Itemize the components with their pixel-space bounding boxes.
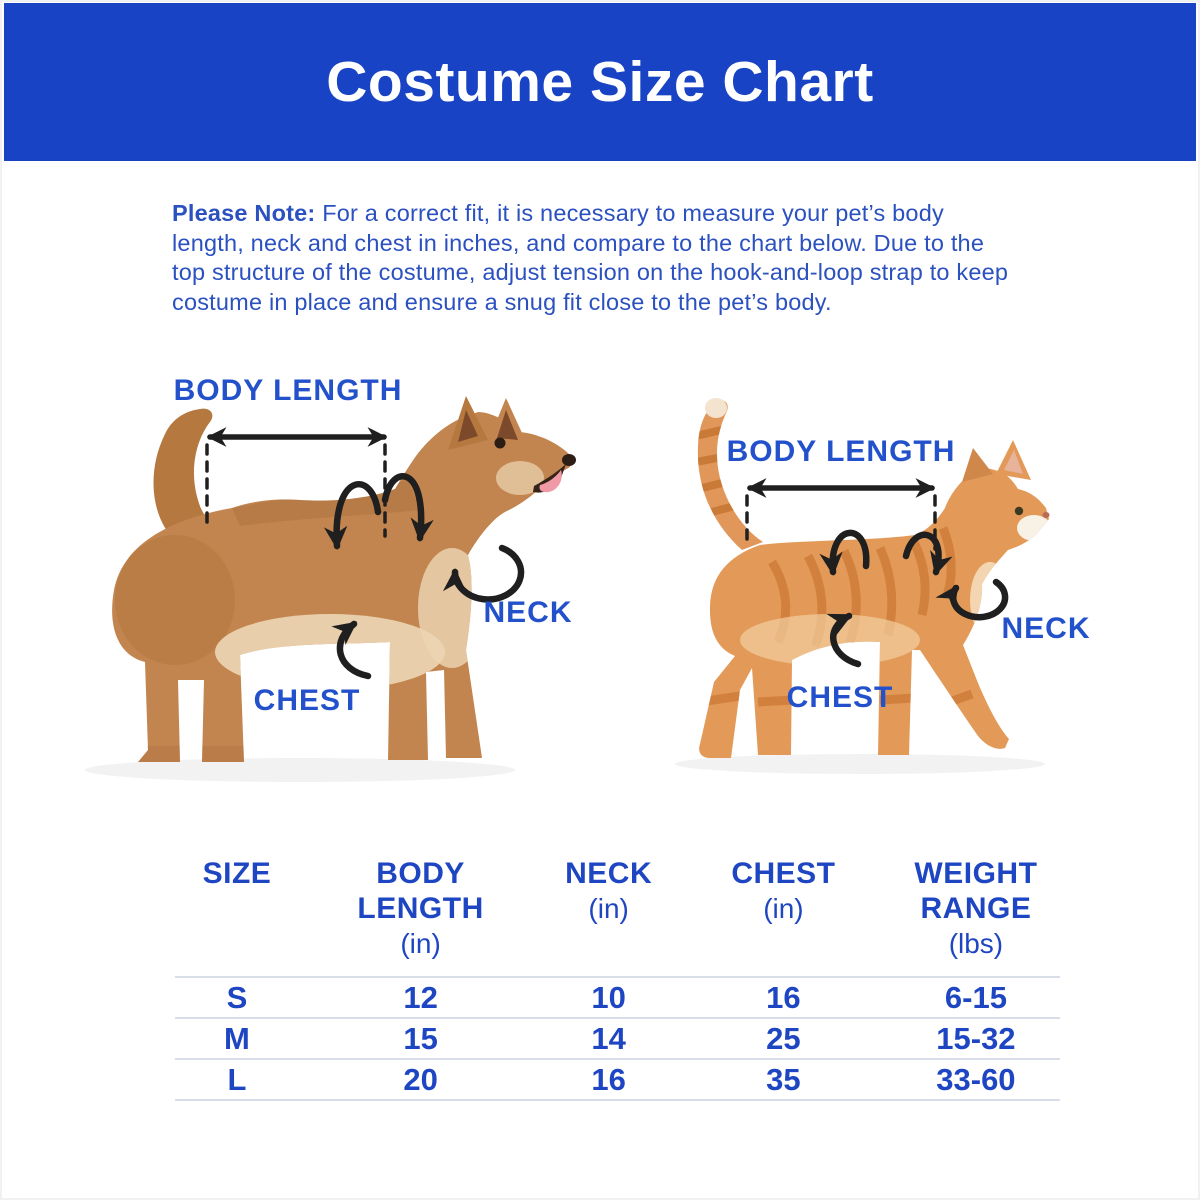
page-title: Costume Size Chart	[326, 50, 874, 114]
col-header-size: SIZE	[202, 857, 272, 890]
chest-cell: 16	[675, 977, 892, 1018]
size-cell: L	[175, 1059, 299, 1100]
table-row-s	[175, 977, 1060, 1018]
col-header-body-length: BODY LENGTH (in)	[357, 857, 484, 959]
weight-range-cell: 6-15	[892, 977, 1060, 1018]
table-row-m	[175, 1018, 1060, 1059]
dog-nose	[562, 454, 576, 466]
note-paragraph	[172, 199, 1020, 317]
chest-cell: 35	[675, 1059, 892, 1100]
col-header-weight-range: WEIGHT RANGE (lbs)	[914, 857, 1038, 959]
size-cell: M	[175, 1018, 299, 1059]
cat-tail	[698, 400, 763, 550]
dog-neck-label: NECK	[483, 596, 573, 629]
size-table	[175, 845, 1060, 1101]
measurement-diagram	[0, 350, 1200, 810]
cat-neck-label: NECK	[1001, 612, 1091, 645]
neck-cell: 14	[542, 1018, 675, 1059]
neck-cell: 16	[542, 1059, 675, 1100]
cat-tail-tip	[705, 398, 727, 418]
weight-range-cell: 33-60	[892, 1059, 1060, 1100]
cat-eye	[1015, 507, 1023, 515]
table-row-l	[175, 1059, 1060, 1100]
cat-nose	[1043, 512, 1050, 518]
header-banner	[4, 3, 1196, 161]
cat-chest-label: CHEST	[786, 681, 894, 714]
chest-cell: 25	[675, 1018, 892, 1059]
note-label: Please Note:	[172, 200, 316, 226]
note-text: For a correct fit, it is necessary to measure your pet’s body length, neck and chest in inches, and compare to the chart below. Due to the top structure of the costume, adjust tension on the hook-and-loop strap to keep costume in place and ensure a snug fit close to the pet’s body.	[172, 200, 1009, 315]
neck-cell: 10	[542, 977, 675, 1018]
pets-illustration	[0, 350, 1200, 810]
size-cell: S	[175, 977, 299, 1018]
dog-body-length-label: BODY LENGTH	[173, 374, 403, 407]
cat-body-length-label: BODY LENGTH	[726, 435, 956, 468]
dog-eye	[495, 438, 506, 449]
weight-range-cell: 15-32	[892, 1018, 1060, 1059]
body-length-cell: 20	[299, 1059, 542, 1100]
col-header-chest: CHEST (in)	[731, 857, 836, 924]
dog-chest-label: CHEST	[253, 684, 361, 717]
header-row	[175, 845, 1060, 977]
body-length-cell: 15	[299, 1018, 542, 1059]
body-length-cell: 12	[299, 977, 542, 1018]
size-chart	[175, 845, 1060, 1101]
col-header-neck: NECK (in)	[565, 857, 653, 924]
